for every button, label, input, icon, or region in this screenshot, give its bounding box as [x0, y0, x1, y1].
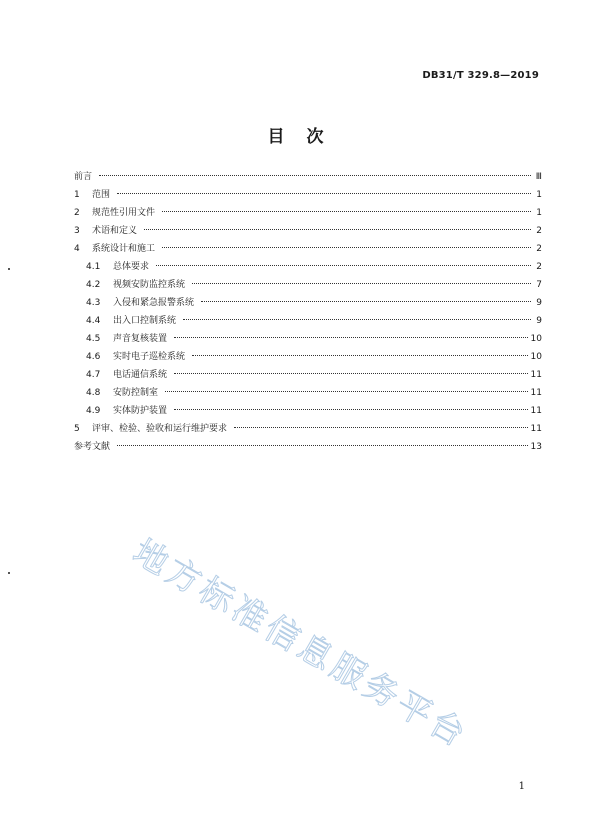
toc-entry-number: 4.8 [86, 388, 101, 398]
toc-entry[interactable] [74, 420, 542, 438]
toc-entry-label: 总体要求 [113, 262, 150, 272]
toc-entry-page: 11 [530, 406, 542, 416]
toc-entry[interactable] [74, 186, 542, 204]
toc-entry-page: 2 [536, 226, 542, 236]
toc-entry[interactable] [74, 240, 542, 258]
toc-entry-number: 3 [74, 226, 80, 236]
toc-dot-leader [156, 265, 531, 266]
toc-entry-number: 4.4 [86, 316, 101, 326]
toc-dot-leader [165, 391, 528, 392]
toc-entry-page: 10 [530, 352, 542, 362]
toc-entry-number: 4.7 [86, 370, 101, 380]
toc-entry-label: 声音复核装置 [113, 334, 168, 344]
toc-entry-number: 4.9 [86, 406, 101, 416]
toc-entry[interactable] [74, 204, 542, 222]
toc-entry-page: 2 [536, 262, 542, 272]
toc-entry-number: 2 [74, 208, 80, 218]
toc-entry-label: 前言 [74, 172, 93, 182]
toc-entry-label: 入侵和紧急报警系统 [113, 298, 195, 308]
document-code: DB31/T 329.8—2019 [422, 70, 539, 81]
toc-entry-page: Ⅲ [535, 172, 542, 182]
toc-dot-leader [192, 283, 531, 284]
toc-entry-label: 视频安防监控系统 [113, 280, 186, 290]
toc-entry-number: 4.6 [86, 352, 101, 362]
toc-entry[interactable] [74, 330, 542, 348]
toc-dot-leader [192, 355, 528, 356]
toc-entry[interactable] [74, 258, 542, 276]
toc-entry[interactable] [74, 402, 542, 420]
toc-entry-number: 1 [74, 190, 80, 200]
toc-entry-label: 评审、检验、验收和运行维护要求 [92, 424, 228, 434]
toc-dot-leader [162, 211, 531, 212]
toc-dot-leader [201, 301, 531, 302]
toc-entry-page: 2 [536, 244, 542, 254]
toc-entry-number: 4.1 [86, 262, 101, 272]
page-number: 1 [518, 781, 525, 792]
toc-entry-number: 5 [74, 424, 80, 434]
page-title: 目次 [267, 127, 346, 147]
margin-mark [8, 572, 10, 574]
toc-entry-label: 实时电子巡检系统 [113, 352, 186, 362]
toc-entry-label: 系统设计和施工 [92, 244, 156, 254]
toc-dot-leader [117, 445, 528, 446]
margin-mark [8, 268, 10, 270]
toc-dot-leader [117, 193, 531, 194]
toc-dot-leader [174, 409, 528, 410]
toc-entry-label: 术语和定义 [92, 226, 138, 236]
toc-entry-page: 1 [536, 190, 542, 200]
toc-dot-leader [144, 229, 531, 230]
toc-entry[interactable] [74, 366, 542, 384]
toc-entry-label: 实体防护装置 [113, 406, 168, 416]
table-of-contents [74, 168, 542, 456]
toc-entry[interactable] [74, 312, 542, 330]
toc-entry[interactable] [74, 438, 542, 456]
toc-entry-label: 规范性引用文件 [92, 208, 156, 218]
toc-entry[interactable] [74, 276, 542, 294]
toc-entry-page: 7 [536, 280, 542, 290]
toc-dot-leader [234, 427, 528, 428]
toc-entry[interactable] [74, 222, 542, 240]
toc-dot-leader [162, 247, 531, 248]
toc-dot-leader [174, 337, 528, 338]
toc-entry-label: 电话通信系统 [113, 370, 168, 380]
toc-entry-page: 9 [536, 316, 542, 326]
toc-entry-number: 4 [74, 244, 80, 254]
toc-entry[interactable] [74, 168, 542, 186]
watermark: 地方标准信息服务平台 [126, 531, 476, 757]
toc-dot-leader [99, 175, 531, 176]
toc-entry-number: 4.2 [86, 280, 101, 290]
toc-entry-page: 9 [536, 298, 542, 308]
toc-entry-page: 1 [536, 208, 542, 218]
toc-entry[interactable] [74, 348, 542, 366]
toc-dot-leader [174, 373, 528, 374]
toc-entry-page: 11 [530, 424, 542, 434]
toc-entry-number: 4.5 [86, 334, 101, 344]
toc-entry-page: 13 [530, 442, 542, 452]
toc-entry[interactable] [74, 294, 542, 312]
toc-entry[interactable] [74, 384, 542, 402]
toc-dot-leader [183, 319, 531, 320]
toc-entry-label: 参考文献 [74, 442, 111, 452]
toc-entry-label: 范围 [92, 190, 111, 200]
toc-entry-page: 10 [530, 334, 542, 344]
toc-entry-label: 安防控制室 [113, 388, 159, 398]
toc-entry-label: 出入口控制系统 [113, 316, 177, 326]
toc-entry-page: 11 [530, 388, 542, 398]
toc-entry-number: 4.3 [86, 298, 101, 308]
toc-entry-page: 11 [530, 370, 542, 380]
